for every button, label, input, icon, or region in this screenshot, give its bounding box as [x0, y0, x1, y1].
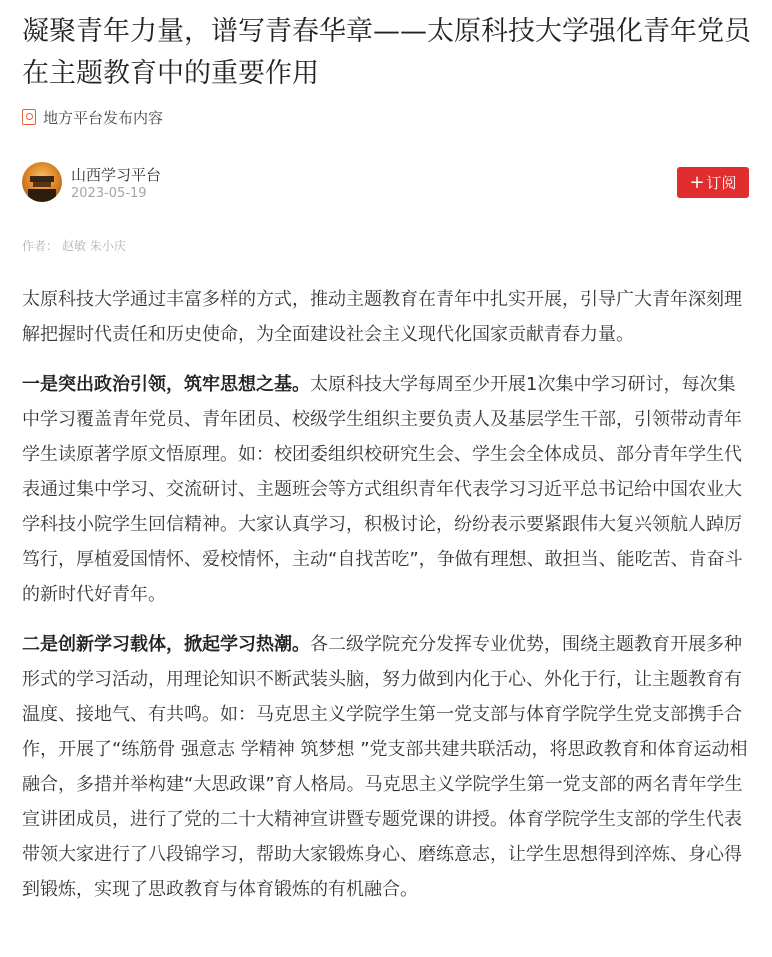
- paragraph-text: 太原科技大学每周至少开展1次集中学习研讨，每次集中学习覆盖青年党员、青年团员、校级学生组织主要负责人及基层学生干部，引领带动青年学生读原著学原文悟原理。如：校团委组织校研究生会、学生会全体成员、部分青年学生代表通过集中学习、交流研讨、主题班会等方式组织青年代表学习习近平总书记给中国农业大学科技小院学生回信精神。大家认真学习，积极讨论，纷纷表示要紧跟伟大复兴领航人踔厉笃行，厚植爱国情怀、爱校情怀，主动“自找苦吃”，争做有理想、敢担当、能吃苦、肯奋斗的新时代好青年。: [22, 374, 743, 605]
- article-body: [22, 282, 752, 922]
- paragraph-intro: [22, 282, 752, 352]
- paragraph-lead: 二是创新学习载体，掀起学习热潮。: [22, 634, 310, 655]
- paragraph-text: 太原科技大学通过丰富多样的方式，推动主题教育在青年中扎实开展，引导广大青年深刻理解把握时代责任和历史使命，为全面建设社会主义现代化国家贡献青春力量。: [22, 289, 742, 345]
- author-names: 赵敏 朱小庆: [62, 239, 126, 253]
- author-line: [22, 237, 126, 254]
- publisher-name[interactable]: 山西学习平台: [71, 166, 162, 184]
- source-line: [22, 106, 163, 128]
- publisher-avatar[interactable]: [22, 162, 62, 202]
- author-label: 作者：: [22, 239, 59, 253]
- subscribe-label: 订阅: [706, 174, 737, 192]
- paragraph-lead: 一是突出政治引领，筑牢思想之基。: [22, 374, 310, 395]
- source-label: 地方平台发布内容: [43, 108, 164, 127]
- paragraph-2: [22, 627, 752, 907]
- subscribe-button[interactable]: [677, 167, 749, 198]
- plus-icon: +: [689, 171, 705, 193]
- paragraph-1: [22, 367, 752, 612]
- location-badge-icon: [22, 109, 36, 125]
- publish-date: 2023-05-19: [71, 186, 147, 201]
- article-title: 凝聚青年力量，谱写青春华章——太原科技大学强化青年党员在主题教育中的重要作用: [22, 16, 751, 89]
- paragraph-text: 各二级学院充分发挥专业优势，围绕主题教育开展多种形式的学习活动，用理论知识不断武装头脑，努力做到内化于心、外化于行，让主题教育有温度、接地气、有共鸣。如：马克思主义学院学生第一党支部与体育学院学生党支部携手合作，开展了“练筋骨 强意志 学精神 筑梦想 ”党支部共建共联活动，将思政教育和体育运动相融合，多措并举构建“大思政课”育人格局。马克思主义学院学生第一党支部的两名青年学生宣讲团成员，进行了党的二十大精神宣讲暨专题党课的讲授。体育学院学生支部的学生代表带领大家进行了八段锦学习，帮助大家锻炼身心、磨练意志，让学生思想得到淬炼、身心得到锻炼，实现了思政教育与体育锻炼的有机融合。: [22, 634, 748, 900]
